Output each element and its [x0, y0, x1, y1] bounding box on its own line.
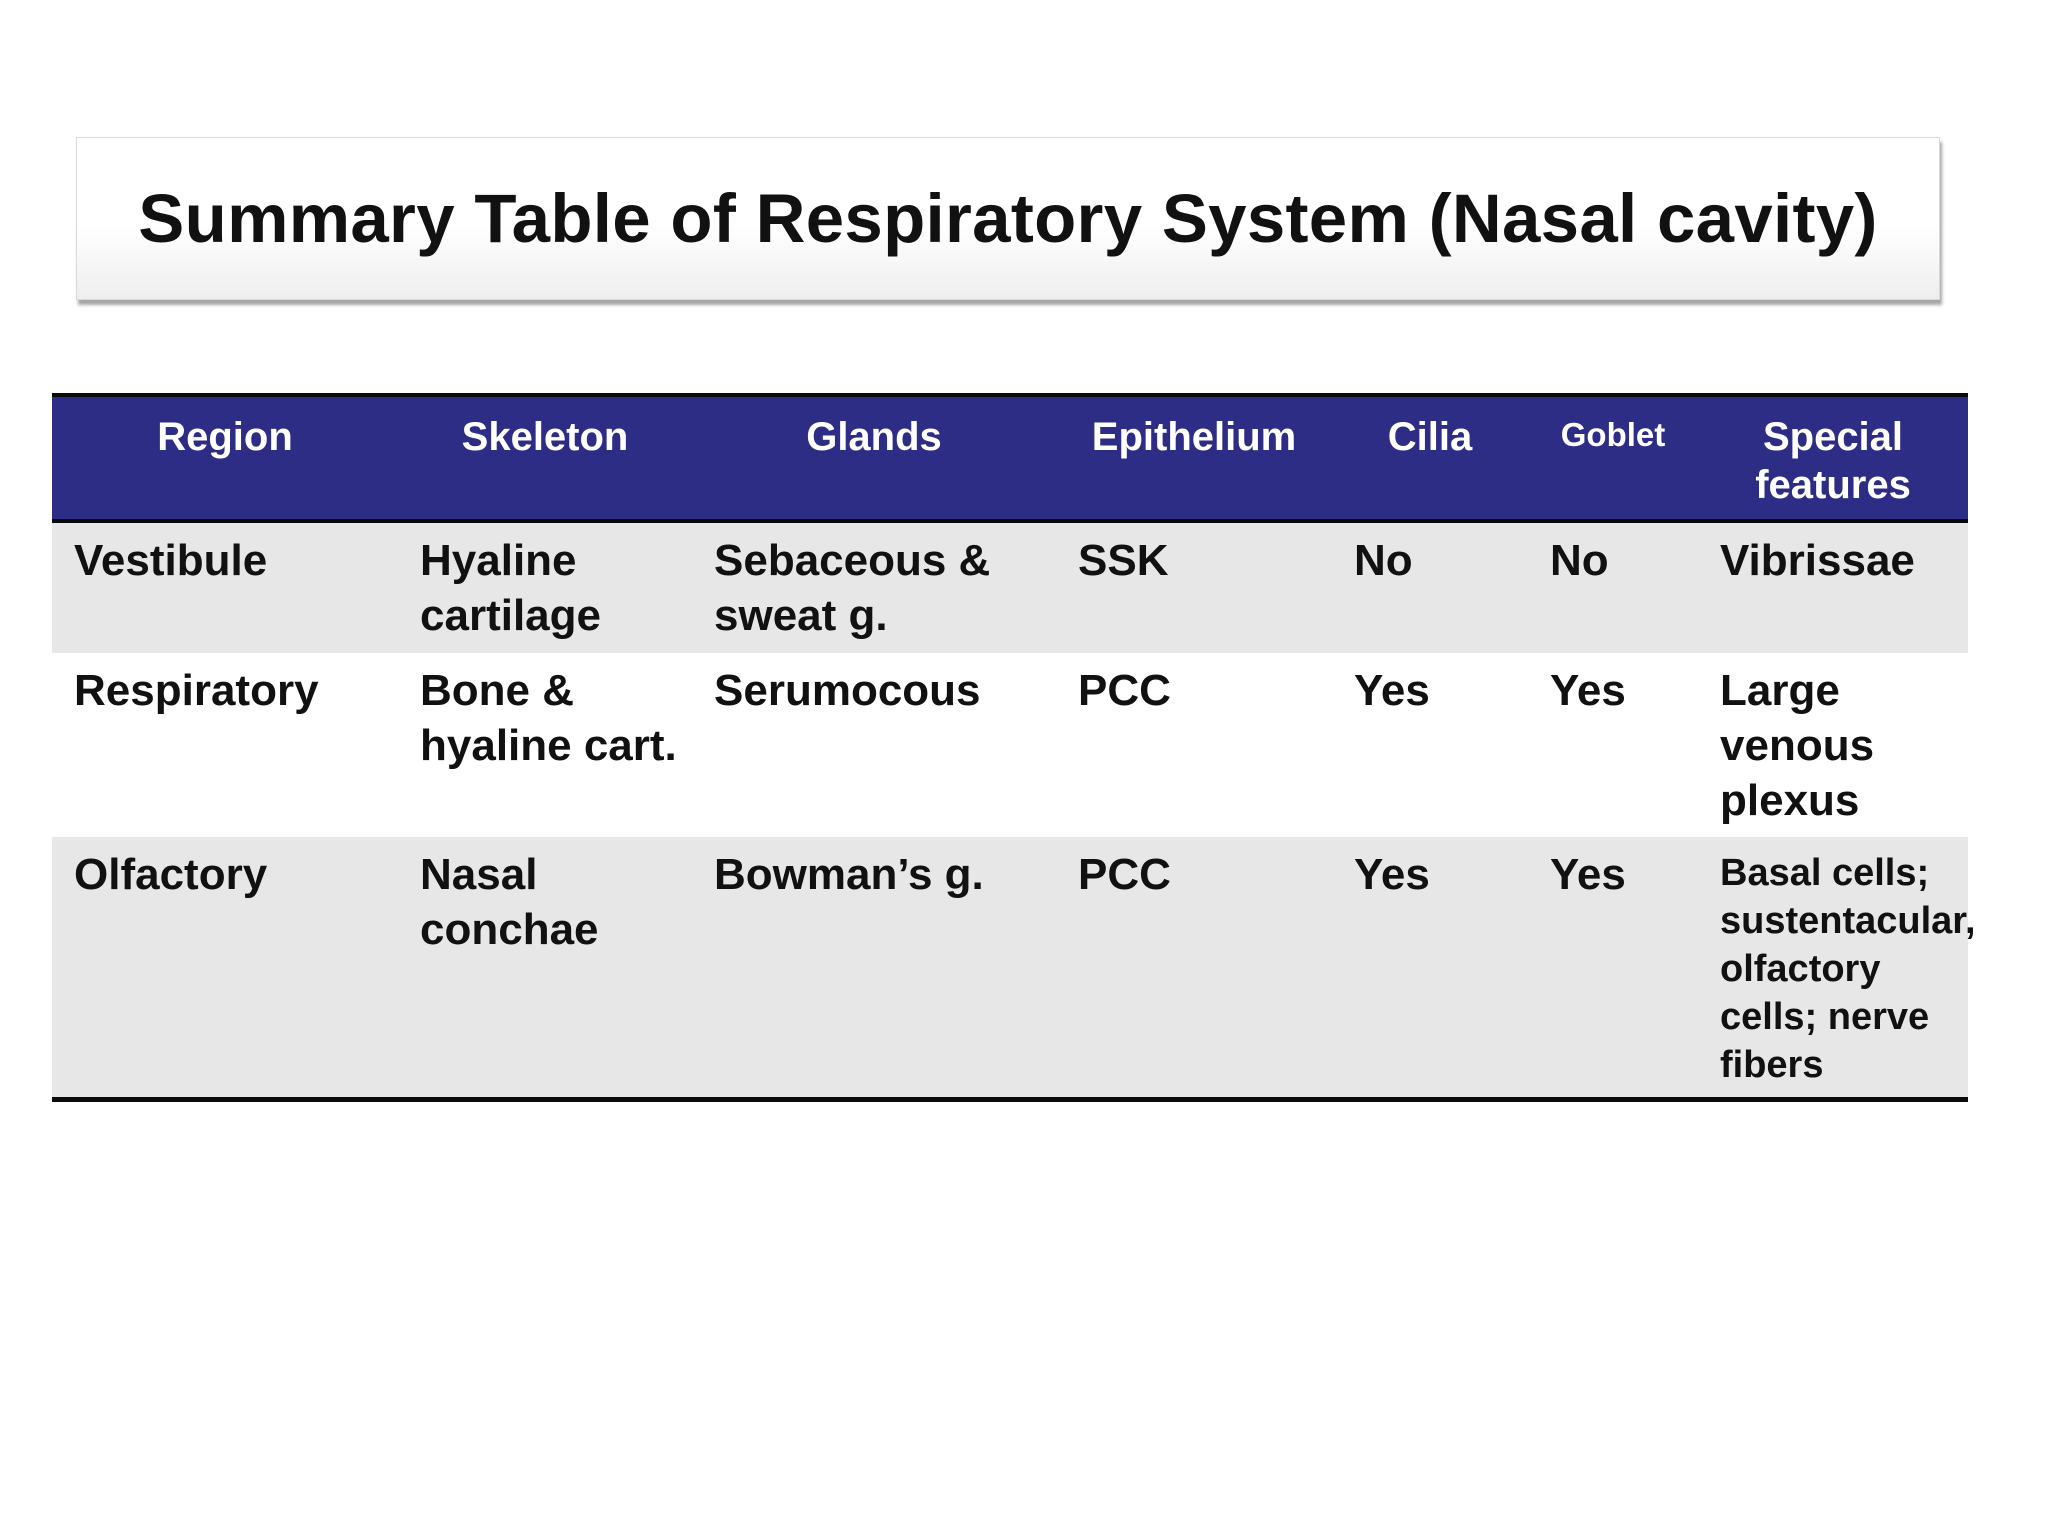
summary-table-container — [52, 393, 1976, 1102]
cell-region: Respiratory — [74, 666, 319, 715]
header-goblet: Goblet — [1560, 416, 1666, 453]
cell-glands: Sebaceous & sweat g. — [714, 536, 991, 640]
cell-special-features: Large venous plexus — [1720, 666, 1875, 825]
summary-table — [52, 393, 1976, 1102]
table-row — [52, 837, 1968, 1100]
cell-epithelium: PCC — [1078, 666, 1171, 715]
header-skeleton: Skeleton — [461, 415, 629, 459]
cell-special-features: Basal cells; sustentacular, olfactory cells; nerve fibers — [1720, 852, 1976, 1086]
table-row — [52, 653, 1968, 837]
header-glands: Glands — [806, 415, 942, 459]
cell-skeleton: Hyaline cartilage — [420, 536, 601, 640]
cell-special-features: Vibrissae — [1720, 536, 1915, 585]
cell-glands: Bowman’s g. — [714, 850, 984, 899]
header-epithelium: Epithelium — [1091, 415, 1297, 459]
page-title: Summary Table of Respiratory System (Nasal cavity) — [138, 180, 1878, 257]
cell-skeleton: Bone & hyaline cart. — [420, 666, 677, 770]
header-cilia: Cilia — [1387, 415, 1473, 459]
table-row — [52, 521, 1968, 653]
cell-region: Olfactory — [74, 850, 268, 899]
header-special-features: Special features — [1755, 415, 1911, 507]
title-box — [76, 137, 1940, 300]
cell-cilia: No — [1354, 536, 1413, 585]
cell-goblet: Yes — [1550, 850, 1626, 899]
cell-skeleton: Nasal conchae — [420, 850, 599, 954]
header-region: Region — [157, 415, 293, 459]
header-row — [52, 395, 1968, 521]
cell-goblet: Yes — [1550, 666, 1626, 715]
cell-epithelium: PCC — [1078, 850, 1171, 899]
cell-cilia: Yes — [1354, 850, 1430, 899]
cell-region: Vestibule — [74, 536, 268, 585]
cell-goblet: No — [1550, 536, 1609, 585]
cell-epithelium: SSK — [1078, 536, 1169, 585]
cell-glands: Serumocous — [714, 666, 981, 715]
cell-cilia: Yes — [1354, 666, 1430, 715]
